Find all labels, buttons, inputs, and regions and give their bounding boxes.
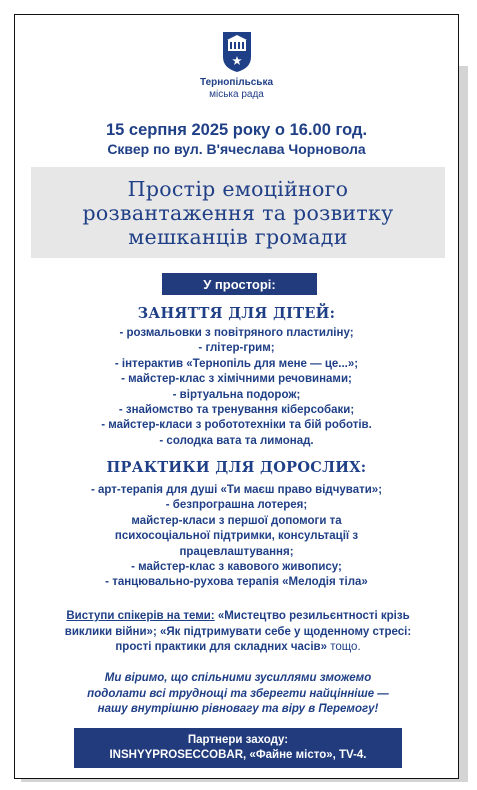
poster (14, 14, 459, 779)
list-item: - безпрограшна лотерея; (165, 499, 308, 512)
list-item: - віртуальна подорож; (172, 388, 301, 401)
speakers-lead: Виступи спікерів на теми: (66, 610, 215, 622)
brand-line-2: міська рада (209, 89, 264, 100)
list-item: - майстер-клас з кавового живопису; (131, 561, 342, 574)
list-item: - майстер-класи з робототехніки та бій роботів. (101, 419, 372, 432)
event-place: Сквер по вул. В'ячеслава Чорновола (107, 141, 366, 157)
brand-name (15, 77, 458, 101)
list-item: - танцювально-рухова терапія «Мелодія тіла» (105, 576, 368, 589)
title-line-2: розвантаження та розвитку (82, 200, 394, 225)
list-item: працевлаштування; (179, 545, 294, 558)
adults-heading: ПРАКТИКИ ДЛЯ ДОРОСЛИХ: (106, 459, 367, 476)
title-line-3: мешканців громади (128, 224, 348, 249)
adults-list (15, 483, 458, 591)
title-line-1: Простір емоційного (127, 176, 349, 201)
speakers-paragraph (53, 609, 423, 656)
list-item: - розмальовки з повітряного пластиліну; (119, 327, 354, 339)
event-title (82, 177, 393, 249)
list-item: - знайомство та тренування кіберсобаки; (118, 404, 355, 417)
list-item: - глітер-грим; (198, 342, 275, 355)
list-item: психосоціальної підтримки, консультації з (114, 530, 359, 543)
city-coat-of-arms-icon (222, 31, 252, 73)
kids-list (15, 326, 458, 449)
partners-label: Партнери заходу: (187, 734, 289, 746)
brand-block (15, 31, 458, 101)
partners-names: INSHYYPROSECCOBAR, «Файне місто», TV-4. (109, 749, 367, 761)
speakers-topics: «Мистецтво резильєнтності крізь виклики війни»; «Як підтримувати себе у щоденному стресі: прості практики для складних часів» (64, 610, 412, 653)
speakers-tail: тощо. (327, 641, 361, 653)
event-date: 15 серпня 2025 року о 16.00 год. (105, 121, 368, 139)
list-item: - арт-терапія для душі «Ти маєш право відчувати»; (90, 484, 383, 496)
list-item: - солодка вата та лимонад. (159, 434, 314, 447)
list-item: - майстер-клас з хімічними речовинами; (121, 373, 352, 386)
belief-line-3: нашу внутрішню рівновагу та віру в Перемогу! (97, 703, 379, 715)
belief-line-2: подолати всі труднощі та зберегти найцінніше — (87, 687, 389, 700)
belief-paragraph (55, 671, 421, 718)
in-space-badge: У просторі: (162, 273, 317, 295)
title-box (31, 167, 445, 258)
list-item: майстер-класи з першої допомоги та (131, 514, 342, 527)
partners-box (74, 728, 402, 768)
kids-heading: ЗАНЯТТЯ ДЛЯ ДІТЕЙ: (137, 305, 336, 322)
list-item: - інтерактив «Тернопіль для мене — це...»; (114, 357, 359, 370)
belief-line-1: Ми віримо, що спільними зусиллями зможемо (104, 672, 372, 684)
brand-line-1: Тернопільська (199, 77, 274, 88)
